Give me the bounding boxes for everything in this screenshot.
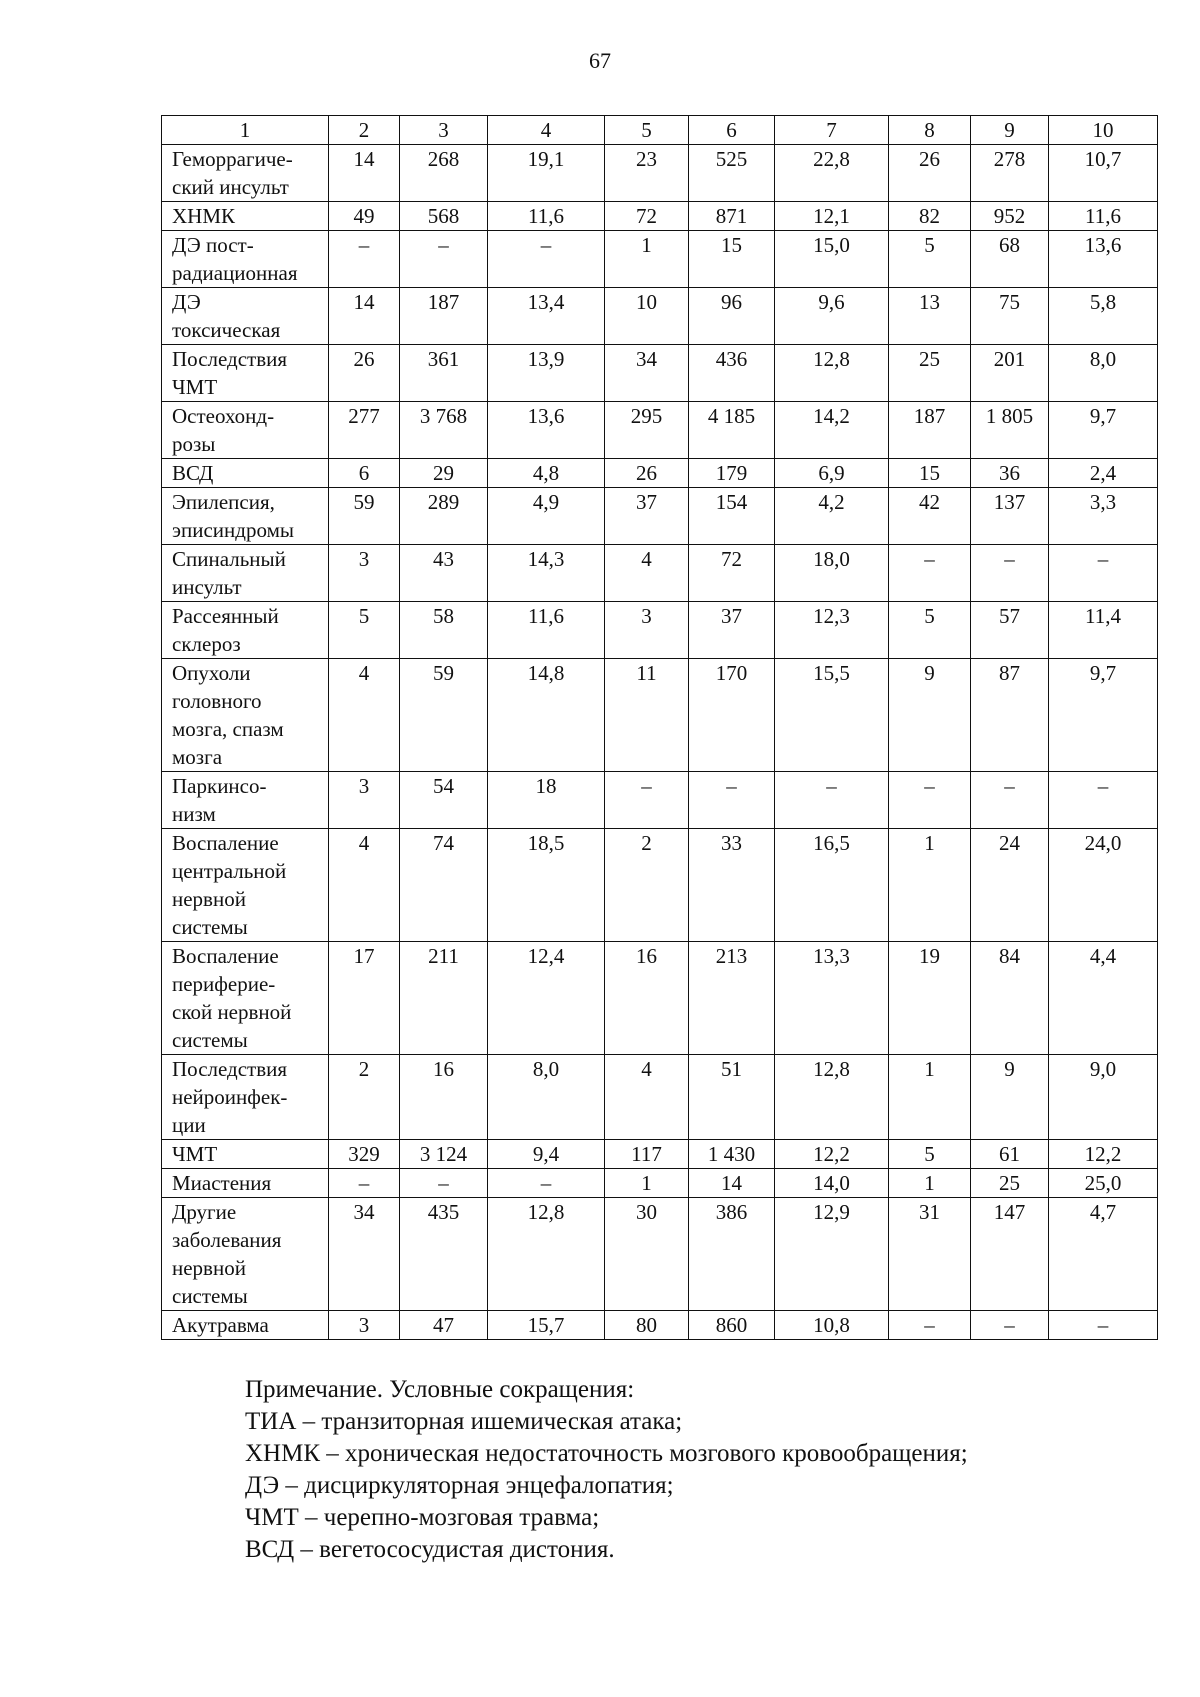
row-label-cell: ХНМК xyxy=(162,202,329,231)
value-cell: 5 xyxy=(889,602,971,659)
column-header-3: 3 xyxy=(400,116,488,145)
value-cell: 435 xyxy=(400,1198,488,1311)
table-header xyxy=(162,116,1158,145)
value-cell: – xyxy=(971,772,1049,829)
value-cell: 137 xyxy=(971,488,1049,545)
table-row xyxy=(162,145,1158,202)
value-cell: 3 768 xyxy=(400,402,488,459)
value-cell: 11,4 xyxy=(1049,602,1158,659)
value-cell: 9 xyxy=(889,659,971,772)
value-cell: 3,3 xyxy=(1049,488,1158,545)
value-cell: – xyxy=(400,1169,488,1198)
column-header-1: 1 xyxy=(162,116,329,145)
value-cell: 13 xyxy=(889,288,971,345)
value-cell: 4,4 xyxy=(1049,942,1158,1055)
table-row xyxy=(162,459,1158,488)
table-row xyxy=(162,1140,1158,1169)
table-body xyxy=(162,145,1158,1340)
value-cell: 3 xyxy=(605,602,689,659)
value-cell: 11,6 xyxy=(488,202,605,231)
value-cell: 12,8 xyxy=(775,345,889,402)
row-label-cell: Другие заболевания нервной системы xyxy=(162,1198,329,1311)
value-cell: 871 xyxy=(689,202,775,231)
value-cell: 47 xyxy=(400,1311,488,1340)
note-line: ВСД – вегетососудистая дистония. xyxy=(245,1536,615,1563)
value-cell: 4 185 xyxy=(689,402,775,459)
value-cell: 329 xyxy=(329,1140,400,1169)
value-cell: 30 xyxy=(605,1198,689,1311)
value-cell: 25 xyxy=(889,345,971,402)
value-cell: – xyxy=(971,545,1049,602)
value-cell: 74 xyxy=(400,829,488,942)
value-cell: 15,5 xyxy=(775,659,889,772)
value-cell: 31 xyxy=(889,1198,971,1311)
value-cell: 16,5 xyxy=(775,829,889,942)
value-cell: 10,8 xyxy=(775,1311,889,1340)
value-cell: 43 xyxy=(400,545,488,602)
row-label-cell: Миастения xyxy=(162,1169,329,1198)
value-cell: 11 xyxy=(605,659,689,772)
value-cell: 295 xyxy=(605,402,689,459)
value-cell: 568 xyxy=(400,202,488,231)
table-row xyxy=(162,942,1158,1055)
value-cell: 12,2 xyxy=(775,1140,889,1169)
column-header-8: 8 xyxy=(889,116,971,145)
value-cell: 2 xyxy=(329,1055,400,1140)
value-cell: 170 xyxy=(689,659,775,772)
value-cell: – xyxy=(889,772,971,829)
table-row xyxy=(162,488,1158,545)
value-cell: 4 xyxy=(329,829,400,942)
value-cell: 19 xyxy=(889,942,971,1055)
value-cell: – xyxy=(889,1311,971,1340)
value-cell: 11,6 xyxy=(1049,202,1158,231)
value-cell: 1 xyxy=(605,1169,689,1198)
value-cell: 4,8 xyxy=(488,459,605,488)
row-label-cell: Остеохонд- розы xyxy=(162,402,329,459)
value-cell: 12,1 xyxy=(775,202,889,231)
value-cell: 58 xyxy=(400,602,488,659)
table-row xyxy=(162,602,1158,659)
value-cell: 436 xyxy=(689,345,775,402)
value-cell: 15 xyxy=(689,231,775,288)
value-cell: 14 xyxy=(329,145,400,202)
value-cell: 147 xyxy=(971,1198,1049,1311)
value-cell: – xyxy=(689,772,775,829)
value-cell: – xyxy=(775,772,889,829)
value-cell: 12,4 xyxy=(488,942,605,1055)
value-cell: 82 xyxy=(889,202,971,231)
note-line: ДЭ – дисциркуляторная энцефалопатия; xyxy=(245,1472,674,1499)
table-row xyxy=(162,545,1158,602)
row-label-cell: ВСД xyxy=(162,459,329,488)
value-cell: – xyxy=(400,231,488,288)
value-cell: 9,7 xyxy=(1049,402,1158,459)
value-cell: 860 xyxy=(689,1311,775,1340)
value-cell: – xyxy=(329,231,400,288)
value-cell: – xyxy=(329,1169,400,1198)
value-cell: 277 xyxy=(329,402,400,459)
value-cell: 14,8 xyxy=(488,659,605,772)
value-cell: 12,3 xyxy=(775,602,889,659)
value-cell: 8,0 xyxy=(488,1055,605,1140)
row-label-cell: Опухоли головного мозга, спазм мозга xyxy=(162,659,329,772)
table-row xyxy=(162,202,1158,231)
value-cell: – xyxy=(971,1311,1049,1340)
value-cell: 24,0 xyxy=(1049,829,1158,942)
value-cell: 1 805 xyxy=(971,402,1049,459)
value-cell: 16 xyxy=(605,942,689,1055)
value-cell: – xyxy=(1049,772,1158,829)
value-cell: 15,7 xyxy=(488,1311,605,1340)
value-cell: 1 xyxy=(889,1169,971,1198)
value-cell: 23 xyxy=(605,145,689,202)
value-cell: 2 xyxy=(605,829,689,942)
value-cell: – xyxy=(488,1169,605,1198)
value-cell: – xyxy=(488,231,605,288)
value-cell: 361 xyxy=(400,345,488,402)
value-cell: 5,8 xyxy=(1049,288,1158,345)
value-cell: 96 xyxy=(689,288,775,345)
value-cell: 59 xyxy=(400,659,488,772)
value-cell: 49 xyxy=(329,202,400,231)
table-row xyxy=(162,659,1158,772)
value-cell: 9,4 xyxy=(488,1140,605,1169)
value-cell: 1 xyxy=(605,231,689,288)
value-cell: 15,0 xyxy=(775,231,889,288)
row-label-cell: ЧМТ xyxy=(162,1140,329,1169)
value-cell: 211 xyxy=(400,942,488,1055)
value-cell: 8,0 xyxy=(1049,345,1158,402)
value-cell: 14,0 xyxy=(775,1169,889,1198)
value-cell: 37 xyxy=(689,602,775,659)
row-label-cell: Воспаление центральной нервной системы xyxy=(162,829,329,942)
column-header-4: 4 xyxy=(488,116,605,145)
value-cell: 12,8 xyxy=(488,1198,605,1311)
value-cell: 16 xyxy=(400,1055,488,1140)
row-label-cell: Последствия нейроинфек- ции xyxy=(162,1055,329,1140)
value-cell: 42 xyxy=(889,488,971,545)
value-cell: 4 xyxy=(605,545,689,602)
value-cell: 12,8 xyxy=(775,1055,889,1140)
value-cell: 1 xyxy=(889,1055,971,1140)
value-cell: – xyxy=(1049,545,1158,602)
value-cell: 54 xyxy=(400,772,488,829)
value-cell: 12,2 xyxy=(1049,1140,1158,1169)
value-cell: 11,6 xyxy=(488,602,605,659)
note-line: ХНМК – хроническая недостаточность мозгового кровообращения; xyxy=(245,1440,968,1467)
value-cell: 2,4 xyxy=(1049,459,1158,488)
value-cell: 3 124 xyxy=(400,1140,488,1169)
row-label-cell: Воспаление периферие- ской нервной системы xyxy=(162,942,329,1055)
value-cell: 25 xyxy=(971,1169,1049,1198)
value-cell: 5 xyxy=(889,1140,971,1169)
table-row xyxy=(162,772,1158,829)
value-cell: 19,1 xyxy=(488,145,605,202)
value-cell: 386 xyxy=(689,1198,775,1311)
value-cell: 187 xyxy=(400,288,488,345)
value-cell: 5 xyxy=(329,602,400,659)
value-cell: 4 xyxy=(605,1055,689,1140)
value-cell: 9,6 xyxy=(775,288,889,345)
value-cell: 4,7 xyxy=(1049,1198,1158,1311)
row-label-cell: Паркинсо- низм xyxy=(162,772,329,829)
value-cell: 14,3 xyxy=(488,545,605,602)
column-header-9: 9 xyxy=(971,116,1049,145)
value-cell: 18,0 xyxy=(775,545,889,602)
value-cell: 14 xyxy=(689,1169,775,1198)
value-cell: – xyxy=(889,545,971,602)
header-row xyxy=(162,116,1158,145)
row-label-cell: Рассеянный склероз xyxy=(162,602,329,659)
column-header-2: 2 xyxy=(329,116,400,145)
row-label-cell: Эпилепсия, эписиндромы xyxy=(162,488,329,545)
value-cell: 9,7 xyxy=(1049,659,1158,772)
value-cell: 268 xyxy=(400,145,488,202)
value-cell: 9 xyxy=(971,1055,1049,1140)
value-cell: 13,6 xyxy=(1049,231,1158,288)
value-cell: 4,9 xyxy=(488,488,605,545)
value-cell: 4,2 xyxy=(775,488,889,545)
value-cell: 15 xyxy=(889,459,971,488)
table-row xyxy=(162,829,1158,942)
value-cell: 10 xyxy=(605,288,689,345)
value-cell: 87 xyxy=(971,659,1049,772)
value-cell: 17 xyxy=(329,942,400,1055)
value-cell: 3 xyxy=(329,1311,400,1340)
value-cell: 6,9 xyxy=(775,459,889,488)
table-row xyxy=(162,1169,1158,1198)
value-cell: 289 xyxy=(400,488,488,545)
value-cell: 3 xyxy=(329,545,400,602)
value-cell: 72 xyxy=(689,545,775,602)
note-line: ТИА – транзиторная ишемическая атака; xyxy=(245,1408,683,1435)
abbreviations-note xyxy=(245,1374,968,1566)
value-cell: 1 430 xyxy=(689,1140,775,1169)
value-cell: 33 xyxy=(689,829,775,942)
value-cell: 952 xyxy=(971,202,1049,231)
table-row xyxy=(162,1055,1158,1140)
value-cell: 72 xyxy=(605,202,689,231)
value-cell: 34 xyxy=(605,345,689,402)
row-label-cell: Спинальный инсульт xyxy=(162,545,329,602)
value-cell: 13,3 xyxy=(775,942,889,1055)
table-row xyxy=(162,231,1158,288)
value-cell: – xyxy=(1049,1311,1158,1340)
value-cell: 37 xyxy=(605,488,689,545)
value-cell: 18,5 xyxy=(488,829,605,942)
value-cell: 22,8 xyxy=(775,145,889,202)
row-label-cell: ДЭ пост- радиационная xyxy=(162,231,329,288)
value-cell: 26 xyxy=(889,145,971,202)
column-header-6: 6 xyxy=(689,116,775,145)
value-cell: 51 xyxy=(689,1055,775,1140)
column-header-10: 10 xyxy=(1049,116,1158,145)
value-cell: 3 xyxy=(329,772,400,829)
value-cell: 57 xyxy=(971,602,1049,659)
value-cell: 13,9 xyxy=(488,345,605,402)
row-label-cell: Геморрагиче- ский инсульт xyxy=(162,145,329,202)
page-number: 67 xyxy=(589,48,611,73)
value-cell: 84 xyxy=(971,942,1049,1055)
row-label-cell: Последствия ЧМТ xyxy=(162,345,329,402)
value-cell: 154 xyxy=(689,488,775,545)
value-cell: 59 xyxy=(329,488,400,545)
value-cell: 26 xyxy=(329,345,400,402)
value-cell: 5 xyxy=(889,231,971,288)
value-cell: 179 xyxy=(689,459,775,488)
value-cell: – xyxy=(605,772,689,829)
table-row xyxy=(162,1311,1158,1340)
value-cell: 13,6 xyxy=(488,402,605,459)
value-cell: 68 xyxy=(971,231,1049,288)
value-cell: 24 xyxy=(971,829,1049,942)
value-cell: 29 xyxy=(400,459,488,488)
value-cell: 80 xyxy=(605,1311,689,1340)
value-cell: 117 xyxy=(605,1140,689,1169)
value-cell: 6 xyxy=(329,459,400,488)
value-cell: 25,0 xyxy=(1049,1169,1158,1198)
data-table xyxy=(161,115,1158,1340)
row-label-cell: Акутравма xyxy=(162,1311,329,1340)
value-cell: 213 xyxy=(689,942,775,1055)
value-cell: 201 xyxy=(971,345,1049,402)
value-cell: 34 xyxy=(329,1198,400,1311)
value-cell: 187 xyxy=(889,402,971,459)
value-cell: 525 xyxy=(689,145,775,202)
value-cell: 13,4 xyxy=(488,288,605,345)
note-line: ЧМТ – черепно-мозговая травма; xyxy=(245,1504,600,1531)
table-row xyxy=(162,1198,1158,1311)
value-cell: 1 xyxy=(889,829,971,942)
column-header-5: 5 xyxy=(605,116,689,145)
note-title: Примечание. Условные сокращения: xyxy=(245,1376,635,1403)
value-cell: 10,7 xyxy=(1049,145,1158,202)
value-cell: 278 xyxy=(971,145,1049,202)
column-header-7: 7 xyxy=(775,116,889,145)
value-cell: 9,0 xyxy=(1049,1055,1158,1140)
table-row xyxy=(162,402,1158,459)
value-cell: 12,9 xyxy=(775,1198,889,1311)
value-cell: 14 xyxy=(329,288,400,345)
row-label-cell: ДЭ токсическая xyxy=(162,288,329,345)
value-cell: 75 xyxy=(971,288,1049,345)
value-cell: 61 xyxy=(971,1140,1049,1169)
value-cell: 18 xyxy=(488,772,605,829)
table-row xyxy=(162,345,1158,402)
value-cell: 4 xyxy=(329,659,400,772)
table-row xyxy=(162,288,1158,345)
value-cell: 26 xyxy=(605,459,689,488)
value-cell: 36 xyxy=(971,459,1049,488)
value-cell: 14,2 xyxy=(775,402,889,459)
